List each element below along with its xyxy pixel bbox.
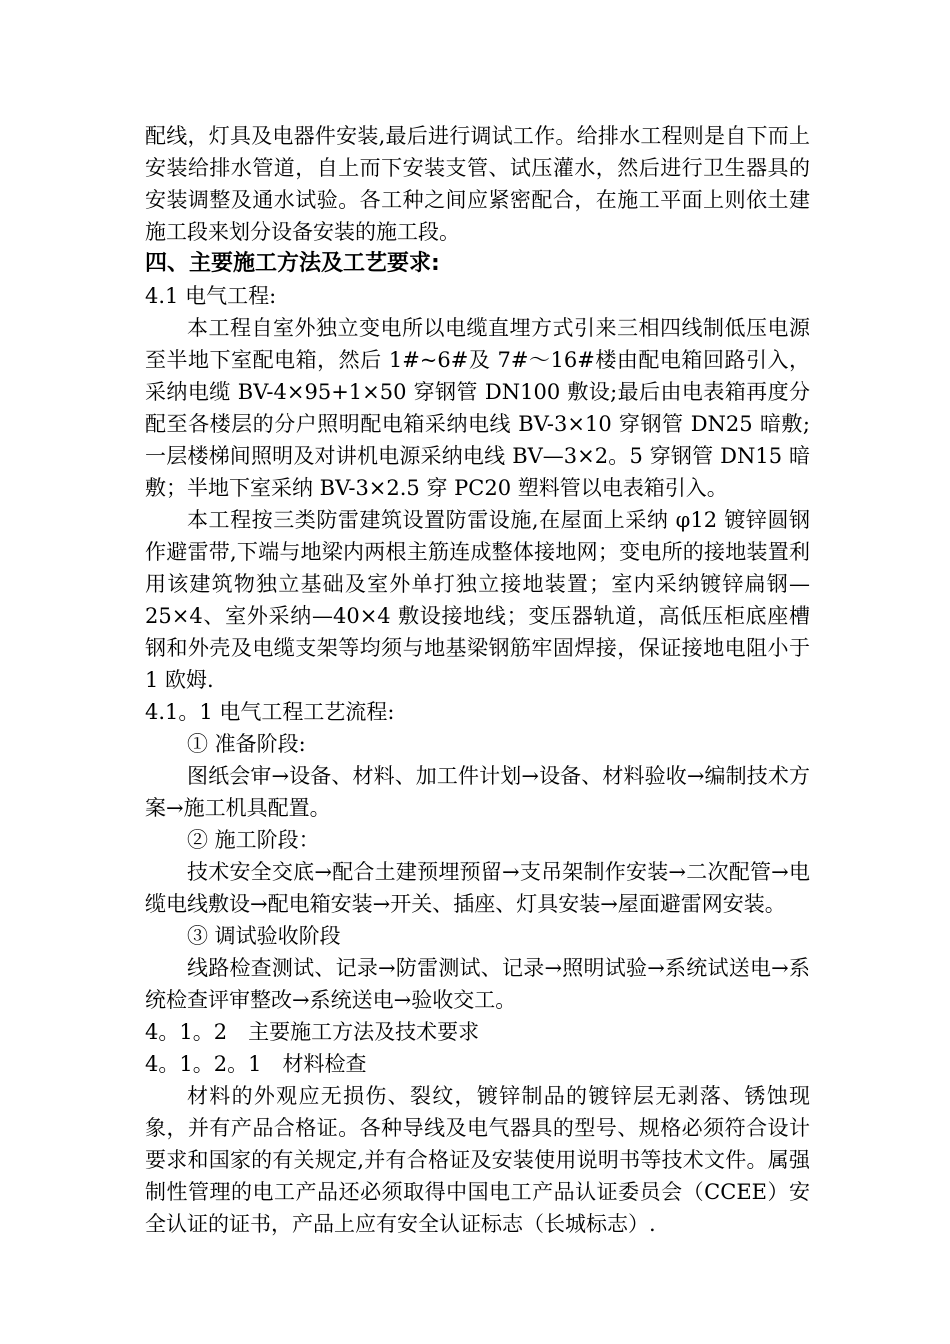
paragraph-lightning-protection: 本工程按三类防雷建筑设置防雷设施,在屋面上采纳 φ12 镀锌圆钢作避雷带,下端与地梁内两根主筋连成整体接地网；变电所的接地装置利用该建筑物独立基础及室外单打独立接地装置；室内采纳镀锌扁钢—25×4、室外采纳—40×4 敷设接地线；变压器轨道，高低压柜底座槽钢和外壳及电缆支架等均须与地基梁钢筋牢固焊接，保证接地电阻小于 1 欧姆. <box>145 508 810 692</box>
paragraph-material-inspection: 材料的外观应无损伤、裂纹，镀锌制品的镀锌层无剥落、锈蚀现象，并有产品合格证。各种导线及电气器具的型号、规格必须符合设计要求和国家的有关规定,并有合格证及安装使用说明书等技术文件。属强制性管理的电工产品还必须取得中国电工产品认证委员会（CCEE）安全认证的证书，产品上应有安全认证标志（长城标志）. <box>145 1084 810 1236</box>
paragraph-intro: 配线，灯具及电器件安装,最后进行调试工作。给排水工程则是自下而上安装给排水管道，自上而下安装支管、试压灌水，然后进行卫生器具的安装调整及通水试验。各工种之间应紧密配合，在施工平面上则依土建施工段来划分设备安装的施工段。 <box>145 124 810 244</box>
document-body <box>145 120 810 1240</box>
stage-1-text: 图纸会审→设备、材料、加工件计划→设备、材料验收→编制技术方案→施工机具配置。 <box>145 764 810 820</box>
paragraph-power-supply: 本工程自室外独立变电所以电缆直埋方式引来三相四线制低压电源至半地下室配电箱，然后 1#~6#及 7#～16#楼由配电箱回路引入，采纳电缆 BV-4×95+1×50 穿钢管 DN100 敷设;最后由电表箱再度分配至各楼层的分户照明配电箱采纳电线 BV-3×10 穿钢管 DN25 暗敷;一层楼梯间照明及对讲机电源采纳电线 BV—3×2。5 穿钢管 DN15 暗敷；半地下室采纳 BV-3×2.5 穿 PC20 塑料管以电表箱引入。 <box>145 316 810 500</box>
stage-3-title: ③ 调试验收阶段 <box>187 924 341 948</box>
stage-2-title: ② 施工阶段： <box>187 828 320 852</box>
stage-2-text: 技术安全交底→配合土建预埋预留→支吊架制作安装→二次配管→电缆电线敷设→配电箱安装→开关、插座、灯具安装→屋面避雷网安装。 <box>145 860 810 916</box>
section-title-4-1: 4.1 电气工程: <box>145 284 277 308</box>
section-heading-4: 四、主要施工方法及工艺要求: <box>145 251 440 276</box>
section-title-4-1-1: 4.1。1 电气工程工艺流程: <box>145 700 395 724</box>
section-title-4-1-2: 4。1。2 主要施工方法及技术要求 <box>145 1020 480 1044</box>
stage-1-title: ① 准备阶段: <box>187 732 306 756</box>
stage-3-text: 线路检查测试、记录→防雷测试、记录→照明试验→系统试送电→系统检查评审整改→系统送电→验收交工。 <box>145 956 810 1012</box>
section-title-4-1-2-1: 4。1。2。1 材料检查 <box>145 1052 367 1076</box>
